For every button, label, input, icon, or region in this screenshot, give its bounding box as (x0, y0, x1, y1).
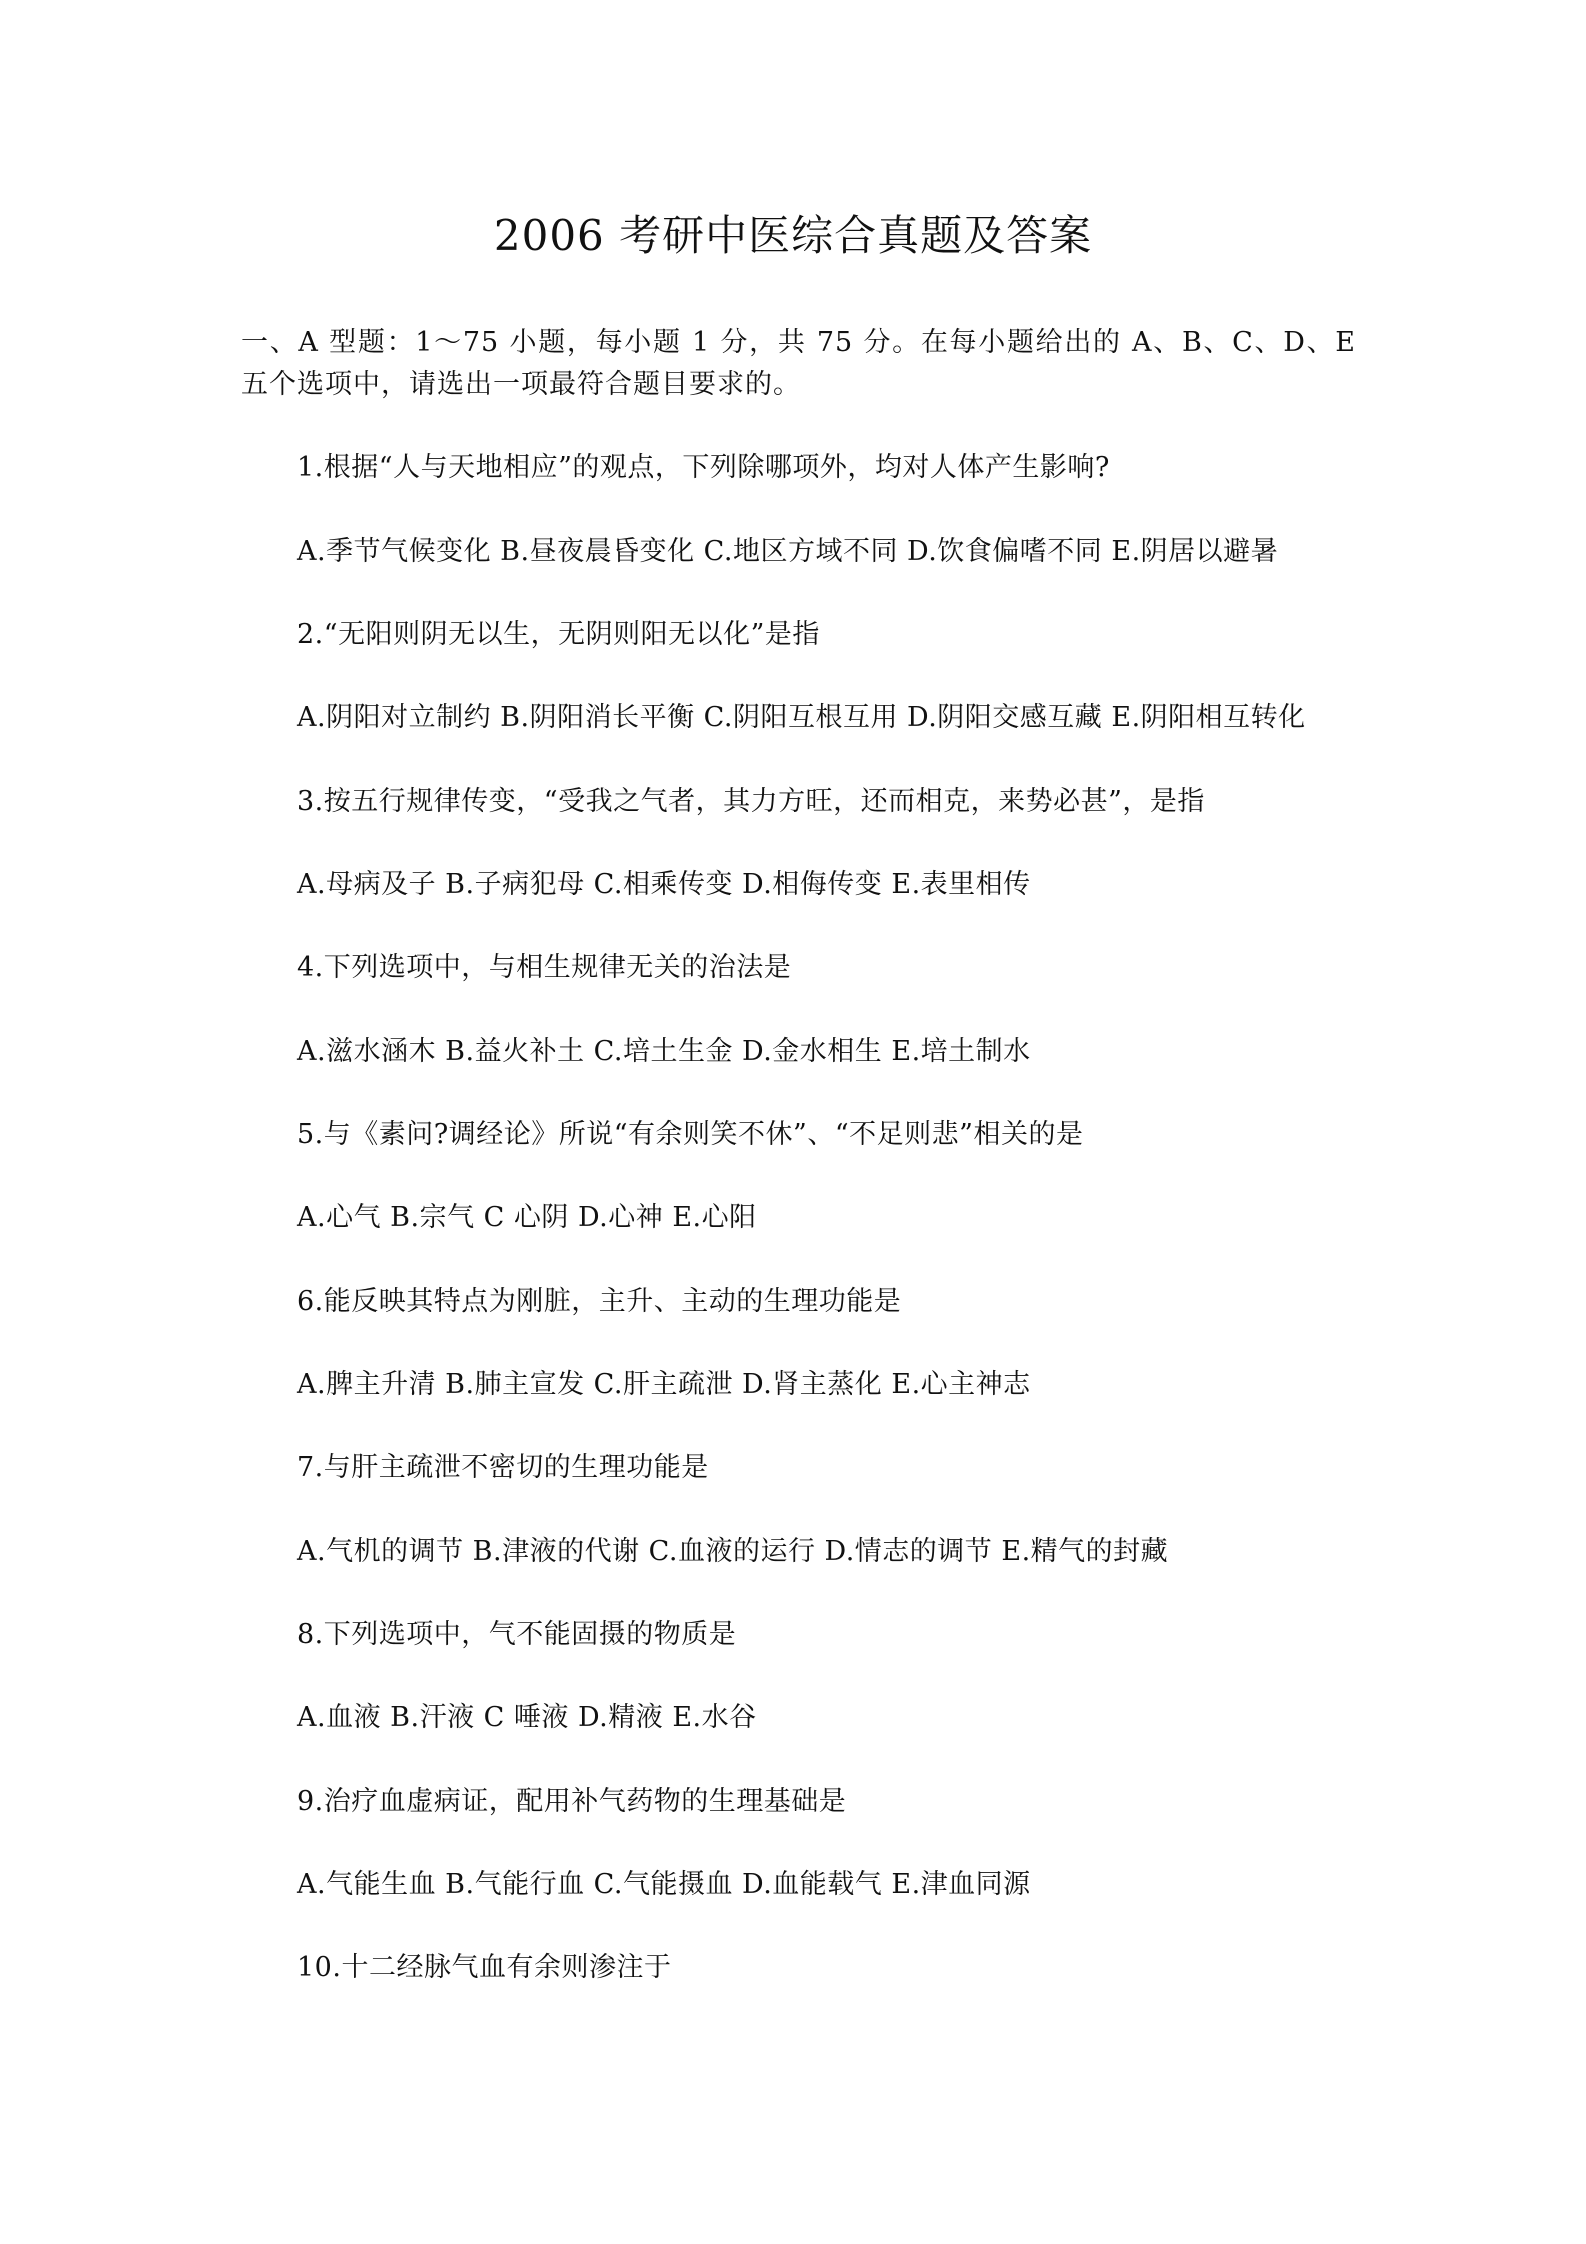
question-8-options: A.血液 B.汗液 C 唾液 D.精液 E.水谷 (297, 1702, 757, 1733)
question-4-options: A.滋水涵木 B.益火补土 C.培土生金 D.金水相生 E.培土制水 (297, 1036, 1031, 1067)
document-title: 2006 考研中医综合真题及答案 (493, 211, 1093, 260)
question-10-stem: 10.十二经脉气血有余则渗注于 (297, 1952, 672, 1983)
question-6-options: A.脾主升清 B.肺主宣发 C.肝主疏泄 D.肾主蒸化 E.心主神志 (297, 1369, 1031, 1400)
question-9-options: A.气能生血 B.气能行血 C.气能摄血 D.血能载气 E.津血同源 (297, 1869, 1031, 1900)
question-2-stem: 2.“无阳则阴无以生，无阴则阳无以化”是指 (297, 619, 820, 650)
question-7-stem: 7.与肝主疏泄不密切的生理功能是 (297, 1452, 709, 1483)
question-5-stem: 5.与《素问?调经论》所说“有余则笑不休”、“不足则悲”相关的是 (297, 1119, 1084, 1150)
question-2-options: A.阴阳对立制约 B.阴阳消长平衡 C.阴阳互根互用 D.阴阳交感互藏 E.阴阳相互转化 (297, 702, 1306, 733)
section-intro: 一、A 型题：1～75 小题，每小题 1 分，共 75 分。在每小题给出的 A、B、C、D、E 五个选项中，请选出一项最符合题目要求的。 (241, 327, 1356, 400)
question-1-options: A.季节气候变化 B.昼夜晨昏变化 C.地区方域不同 D.饮食偏嗜不同 E.阴居以避暑 (297, 536, 1279, 567)
question-9-stem: 9.治疗血虚病证，配用补气药物的生理基础是 (297, 1786, 847, 1817)
question-3-stem: 3.按五行规律传变，“受我之气者，其力方旺，还而相克，来势必甚”，是指 (297, 786, 1205, 817)
question-5-options: A.心气 B.宗气 C 心阴 D.心神 E.心阳 (297, 1202, 757, 1233)
question-4-stem: 4.下列选项中，与相生规律无关的治法是 (297, 952, 792, 983)
question-6-stem: 6.能反映其特点为刚脏，主升、主动的生理功能是 (297, 1286, 902, 1317)
question-7-options: A.气机的调节 B.津液的代谢 C.血液的运行 D.情志的调节 E.精气的封藏 (297, 1536, 1169, 1567)
question-3-options: A.母病及子 B.子病犯母 C.相乘传变 D.相侮传变 E.表里相传 (297, 869, 1031, 900)
question-1-stem: 1.根据“人与天地相应”的观点，下列除哪项外，均对人体产生影响? (297, 452, 1110, 483)
question-8-stem: 8.下列选项中，气不能固摄的物质是 (297, 1619, 737, 1650)
